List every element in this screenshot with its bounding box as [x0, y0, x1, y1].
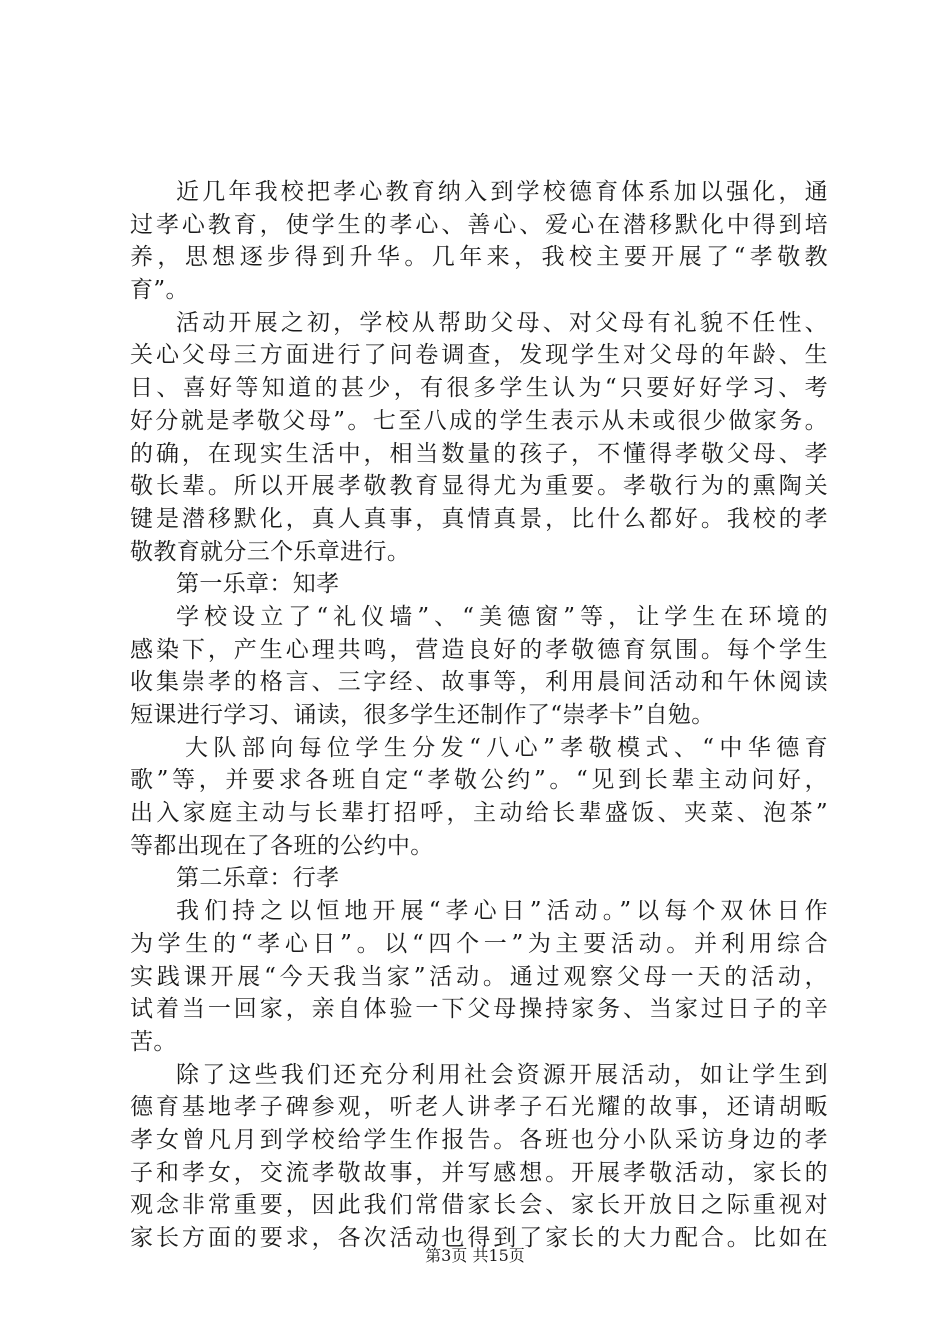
text-line: 短课进行学习、诵读，很多学生还制作了“崇孝卡”自勉。	[130, 702, 715, 728]
paragraph-4	[130, 732, 828, 863]
text-line: 感染下，产生心理共鸣，营造良好的孝敬德育氛围。每个学生	[130, 636, 828, 663]
text-line: 学校设立了“礼仪墙”、“美德窗”等，让学生在环境的	[176, 603, 828, 630]
text-line: 我们持之以恒地开展“孝心日”活动。”以每个双休日作	[176, 898, 828, 925]
text-line: 德育基地孝子碑参观，听老人讲孝子石光耀的故事，还请胡畈	[130, 1094, 828, 1121]
text-line: 过孝心教育，使学生的孝心、善心、爱心在潜移默化中得到培	[130, 211, 828, 238]
page-number-footer: 第3页 共15页	[425, 1246, 525, 1265]
paragraph-6	[130, 1059, 828, 1255]
text-line: 大队部向每位学生分发“八心”孝敬模式、“中华德育	[185, 734, 828, 761]
text-line: 好分就是孝敬父母”。七至八成的学生表示从未或很少做家务。	[130, 407, 828, 434]
text-line: 日、喜好等知道的甚少，有很多学生认为“只要好好学习、考	[130, 375, 828, 402]
text-line: 关心父母三方面进行了问卷调查，发现学生对父母的年龄、生	[130, 342, 828, 369]
text-line: 试着当一回家，亲自体验一下父母操持家务、当家过日子的辛	[130, 996, 828, 1023]
text-line: 敬教育就分三个乐章进行。	[130, 538, 411, 565]
text-line: 收集崇孝的格言、三字经、故事等，利用晨间活动和午休阅读	[130, 669, 828, 696]
text-line: 苦。	[130, 1028, 177, 1055]
section-heading-2: 第二乐章：行孝	[176, 865, 340, 892]
text-line: 子和孝女，交流孝敬故事，并写感想。开展孝敬活动，家长的	[130, 1159, 828, 1186]
text-line: 敬长辈。所以开展孝敬教育显得尤为重要。孝敬行为的熏陶关	[130, 473, 828, 500]
text-line: 家长方面的要求，各次活动也得到了家长的大力配合。比如在	[130, 1225, 828, 1251]
text-line: 育”。	[130, 277, 189, 304]
text-line: 的确，在现实生活中，相当数量的孩子，不懂得孝敬父母、孝	[130, 440, 828, 467]
text-line: 等都出现在了各班的公约中。	[130, 832, 434, 859]
text-line: 近几年我校把孝心教育纳入到学校德育体系加以强化，通	[176, 179, 828, 205]
text-line: 观念非常重要，因此我们常借家长会、家长开放日之际重视对	[130, 1192, 828, 1219]
text-line: 键是潜移默化，真人真事，真情真景，比什么都好。我校的孝	[130, 505, 828, 532]
text-line: 为学生的“孝心日”。以“四个一”为主要活动。并利用综合	[130, 930, 828, 957]
paragraph-1	[130, 176, 828, 307]
text-line: 歌”等，并要求各班自定“孝敬公约”。“见到长辈主动问好，	[130, 767, 828, 794]
paragraph-5	[130, 895, 828, 1058]
text-line: 孝女曾凡月到学校给学生作报告。各班也分小队采访身边的孝	[130, 1126, 828, 1153]
section-heading-1: 第一乐章：知孝	[176, 571, 340, 598]
text-line: 除了这些我们还充分利用社会资源开展活动，如让学生到	[176, 1061, 828, 1088]
text-line: 出入家庭主动与长辈打招呼，主动给长辈盛饭、夹菜、泡茶”	[130, 800, 828, 827]
document-body	[130, 176, 828, 1255]
paragraph-3	[130, 601, 828, 732]
text-line: 实践课开展“今天我当家”活动。通过观察父母一天的活动，	[130, 963, 828, 990]
text-line: 活动开展之初，学校从帮助父母、对父母有礼貌不任性、	[176, 309, 828, 336]
paragraph-2	[130, 307, 828, 569]
text-line: 养，思想逐步得到升华。几年来，我校主要开展了“孝敬教	[130, 244, 828, 271]
